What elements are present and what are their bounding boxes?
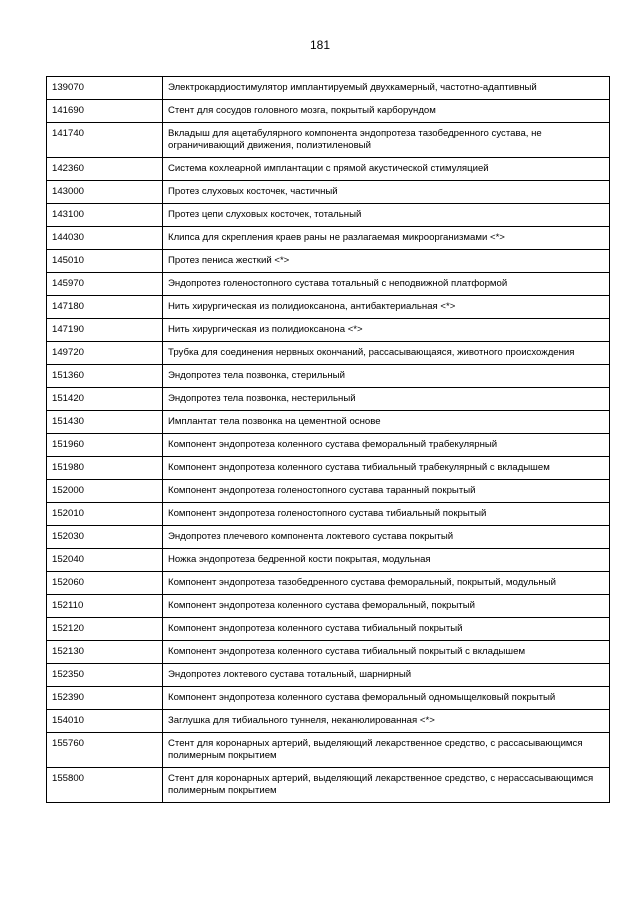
table-row — [47, 687, 610, 710]
name-cell: Компонент эндопротеза голеностопного сустава таранный покрытый — [163, 480, 610, 503]
table-row — [47, 572, 610, 595]
code-cell: 152120 — [47, 618, 163, 641]
name-cell: Нить хирургическая из полидиоксанона, антибактериальная <*> — [163, 296, 610, 319]
code-cell: 149720 — [47, 342, 163, 365]
code-cell: 141690 — [47, 100, 163, 123]
table-row — [47, 664, 610, 687]
name-cell: Компонент эндопротеза коленного сустава тибиальный покрытый — [163, 618, 610, 641]
name-cell: Нить хирургическая из полидиоксанона <*> — [163, 319, 610, 342]
code-cell: 151980 — [47, 457, 163, 480]
table-row — [47, 319, 610, 342]
table-row — [47, 595, 610, 618]
name-cell: Клипса для скрепления краев раны не разлагаемая микроорганизмами <*> — [163, 227, 610, 250]
name-cell: Ножка эндопротеза бедренной кости покрытая, модульная — [163, 549, 610, 572]
name-cell: Компонент эндопротеза коленного сустава феморальный трабекулярный — [163, 434, 610, 457]
name-cell: Стент для коронарных артерий, выделяющий лекарственное средство, с нерассасывающимся полимерным покрытием — [163, 768, 610, 803]
name-cell: Имплантат тела позвонка на цементной основе — [163, 411, 610, 434]
name-cell: Протез слуховых косточек, частичный — [163, 181, 610, 204]
code-cell: 147190 — [47, 319, 163, 342]
table-row — [47, 123, 610, 158]
code-cell: 155800 — [47, 768, 163, 803]
code-cell: 152060 — [47, 572, 163, 595]
table-row — [47, 158, 610, 181]
code-cell: 152110 — [47, 595, 163, 618]
table-row — [47, 250, 610, 273]
code-cell: 145010 — [47, 250, 163, 273]
name-cell: Система кохлеарной имплантации с прямой акустической стимуляцией — [163, 158, 610, 181]
table-row — [47, 227, 610, 250]
code-cell: 151430 — [47, 411, 163, 434]
name-cell: Компонент эндопротеза коленного сустава тибиальный трабекулярный с вкладышем — [163, 457, 610, 480]
table-row — [47, 641, 610, 664]
name-cell: Эндопротез плечевого компонента локтевого сустава покрытый — [163, 526, 610, 549]
name-cell: Стент для сосудов головного мозга, покрытый карборундом — [163, 100, 610, 123]
name-cell: Эндопротез тела позвонка, нестерильный — [163, 388, 610, 411]
table-row — [47, 768, 610, 803]
page-number: 181 — [309, 38, 331, 52]
name-cell: Компонент эндопротеза тазобедренного сустава феморальный, покрытый, модульный — [163, 572, 610, 595]
table-row — [47, 100, 610, 123]
name-cell: Протез цепи слуховых косточек, тотальный — [163, 204, 610, 227]
table-row — [47, 365, 610, 388]
code-cell: 151420 — [47, 388, 163, 411]
table-row — [47, 733, 610, 768]
device-registry-table — [46, 76, 610, 803]
table-row — [47, 77, 610, 100]
code-cell: 155760 — [47, 733, 163, 768]
code-cell: 152040 — [47, 549, 163, 572]
code-cell: 154010 — [47, 710, 163, 733]
name-cell: Вкладыш для ацетабулярного компонента эндопротеза тазобедренного сустава, не ограничивающий движения, полиэтиленовый — [163, 123, 610, 158]
code-cell: 144030 — [47, 227, 163, 250]
code-cell: 143000 — [47, 181, 163, 204]
code-cell: 143100 — [47, 204, 163, 227]
code-cell: 152350 — [47, 664, 163, 687]
code-cell: 151960 — [47, 434, 163, 457]
table-row — [47, 273, 610, 296]
table-row — [47, 526, 610, 549]
table-row — [47, 549, 610, 572]
name-cell: Заглушка для тибиального туннеля, неканюлированная <*> — [163, 710, 610, 733]
name-cell: Компонент эндопротеза коленного сустава тибиальный покрытый с вкладышем — [163, 641, 610, 664]
name-cell: Компонент эндопротеза голеностопного сустава тибиальный покрытый — [163, 503, 610, 526]
code-cell: 139070 — [47, 77, 163, 100]
table-row — [47, 388, 610, 411]
table-row — [47, 457, 610, 480]
table-row — [47, 411, 610, 434]
name-cell: Трубка для соединения нервных окончаний, рассасывающаяся, животного происхождения — [163, 342, 610, 365]
name-cell: Электрокардиостимулятор имплантируемый двухкамерный, частотно-адаптивный — [163, 77, 610, 100]
name-cell: Компонент эндопротеза коленного сустава феморальный одномыщелковый покрытый — [163, 687, 610, 710]
table-body — [47, 77, 610, 803]
code-cell: 152390 — [47, 687, 163, 710]
name-cell: Протез пениса жесткий <*> — [163, 250, 610, 273]
code-cell: 147180 — [47, 296, 163, 319]
code-cell: 145970 — [47, 273, 163, 296]
table-row — [47, 296, 610, 319]
name-cell: Компонент эндопротеза коленного сустава феморальный, покрытый — [163, 595, 610, 618]
table-row — [47, 480, 610, 503]
code-cell: 151360 — [47, 365, 163, 388]
code-cell: 152010 — [47, 503, 163, 526]
code-cell: 141740 — [47, 123, 163, 158]
table-row — [47, 503, 610, 526]
name-cell: Эндопротез тела позвонка, стерильный — [163, 365, 610, 388]
table-row — [47, 342, 610, 365]
table-row — [47, 181, 610, 204]
name-cell: Стент для коронарных артерий, выделяющий лекарственное средство, с рассасывающимся полимерным покрытием — [163, 733, 610, 768]
table-row — [47, 434, 610, 457]
table-row — [47, 710, 610, 733]
table-row — [47, 618, 610, 641]
table-row — [47, 204, 610, 227]
code-cell: 152000 — [47, 480, 163, 503]
code-cell: 152030 — [47, 526, 163, 549]
name-cell: Эндопротез локтевого сустава тотальный, шарнирный — [163, 664, 610, 687]
code-cell: 142360 — [47, 158, 163, 181]
name-cell: Эндопротез голеностопного сустава тотальный с неподвижной платформой — [163, 273, 610, 296]
code-cell: 152130 — [47, 641, 163, 664]
